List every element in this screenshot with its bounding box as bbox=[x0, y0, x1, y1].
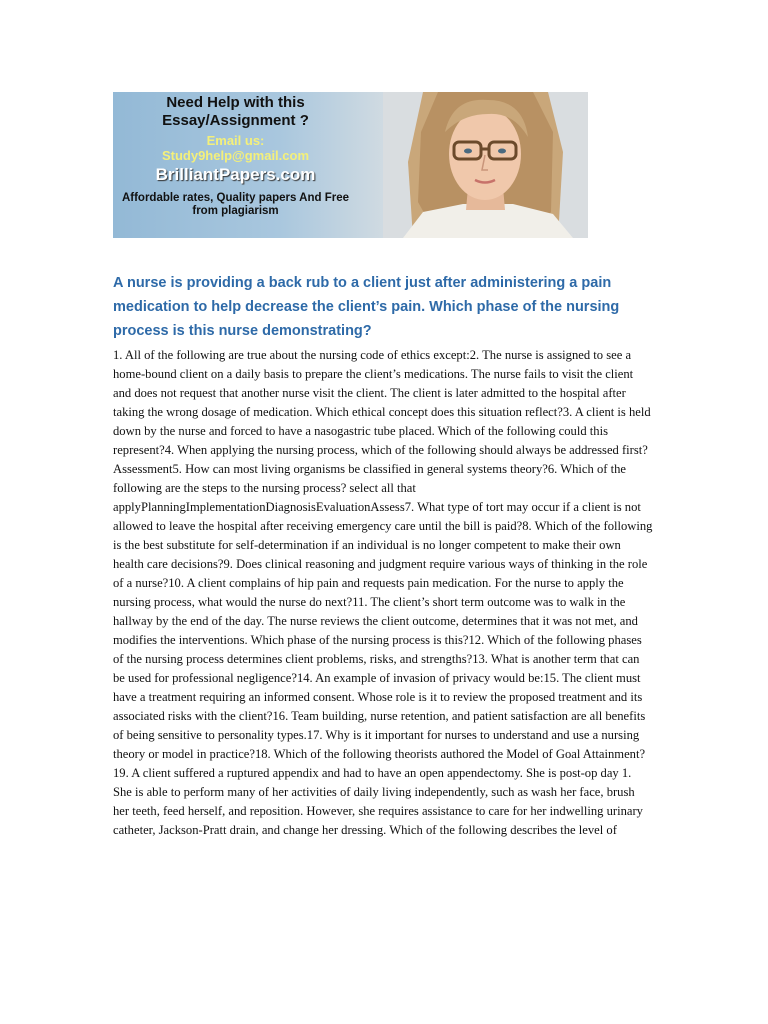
ad-banner-text bbox=[113, 92, 358, 238]
question-title: A nurse is providing a back rub to a client just after administering a pain medication to help decrease the client’s pain. Which phase of the nursing process is this nurse demonstrating? bbox=[113, 275, 620, 339]
banner-line2: Essay/Assignment ? bbox=[162, 112, 309, 129]
banner-tagline: Affordable rates, Quality papers And Free from plagiarism bbox=[121, 192, 350, 217]
ad-banner[interactable] bbox=[113, 92, 588, 238]
banner-line1: Need Help with this bbox=[166, 94, 305, 111]
question-list-text: 1. All of the following are true about the nursing code of ethics except:2. The nurse is assigned to see a home-bound client on a daily basis to prepare the client’s medications. The nurse fails to visit the client and does not request that another nurse visit the client. The client is later admitted to the hospital after taking the wrong dosage of medication. Which ethical concept does this situation reflect?3. A client is held down by the nurse and forced to have a nasogastric tube placed. Which of the following could this represent?4. When applying the nursing process, which of the following should always be addressed first? Assessment5. How can most living organisms be classified in general systems theory?6. Which of the following are the steps to the nursing process? select all that applyPlanningImplementationDiagnosisEvaluationAssess7. What type of tort may occur if a client is not allowed to leave the hospital after receiving emergency care until the bill is paid?8. Which of the following is the best substitute for self-determination if an individual is no longer competent to make their own health care decisions?9. Does clinical reasoning and judgment require various ways of thinking in the role of a nurse?10. A client complains of hip pain and requests pain medication. For the nurse to apply the nursing process, what would the nurse do next?11. The client’s short term outcome was to walk in the hallway by the end of the day. The nurse reviews the client outcome, determines that it was not met, and modifies the interventions. Which phase of the nursing process is this?12. Which of the following phases of the nursing process determines client problems, risks, and strengths?13. What is another term that can be used for professional negligence?14. An example of invasion of privacy would be:15. The client must have a treatment requiring an informed consent. Whose role is it to review the proposed treatment and its associated risks with the client?16. Team building, nurse retention, and patient satisfaction are all benefits of being sensitive to personality types.17. Why is it important for nurses to understand and use a nursing theory or model in practice?18. Which of the following theorists authored the Model of Goal Attainment?19. A client suffered a ruptured appendix and had to have an open appendectomy. She is post-op day 1. She is able to perform many of her activities of daily living independently, such as wash her face, brush her teeth, feed herself, and reposition. However, she requires assistance to care for her indwelling urinary catheter, Jackson-Pratt drain, and change her dressing. Which of the following describes the level of bbox=[113, 348, 653, 837]
banner-email[interactable]: Study9help@gmail.com bbox=[161, 148, 310, 163]
banner-email-label: Email us: bbox=[206, 133, 265, 148]
banner-brand: BrilliantPapers.com bbox=[155, 165, 316, 184]
woman-portrait-image bbox=[383, 92, 588, 238]
